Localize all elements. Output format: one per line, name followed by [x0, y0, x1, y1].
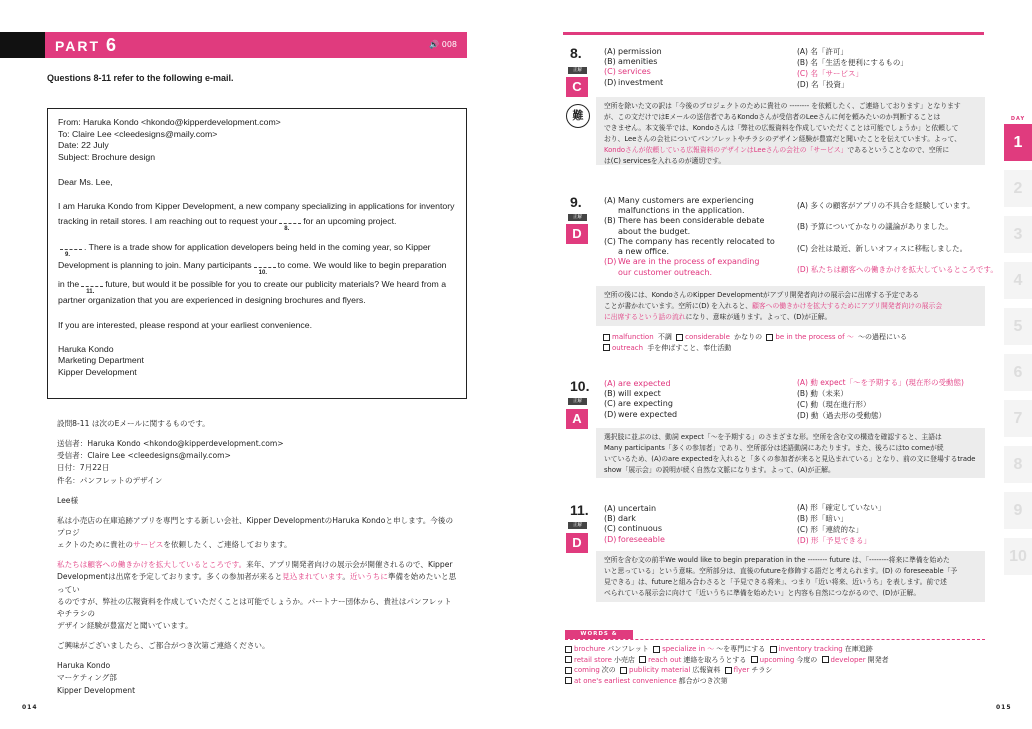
q10-correct-tag: 正解	[568, 398, 587, 405]
words-phrases-list: brochure パンフレット specialize in ～ ～を専門にする inventory tracking 在庫追跡 retail store 小売店 reach out 連絡を取ろうとする upcoming 今度の developer 開発者 coming 次の publicity material 広報資料 flyer チラシ at one's earliest convenience 都合がつき次第	[565, 644, 985, 686]
blank-9: 9.	[60, 242, 82, 250]
day-tab-7[interactable]: 7	[1004, 400, 1032, 437]
checkbox[interactable]	[639, 656, 646, 663]
checkbox[interactable]	[565, 646, 572, 653]
day-tab-6[interactable]: 6	[1004, 354, 1032, 391]
blank-8: 8.	[279, 216, 301, 224]
part-header	[45, 32, 467, 58]
page-number-left: 014	[22, 704, 38, 711]
page-number-right: 015	[996, 704, 1012, 711]
day-tab-10[interactable]: 10	[1004, 538, 1032, 575]
q11-number: 11.	[570, 502, 589, 518]
day-tab-8[interactable]: 8	[1004, 446, 1032, 483]
checkbox[interactable]	[565, 677, 572, 684]
day-tab-3[interactable]: 3	[1004, 216, 1032, 253]
q9-vocab: malfunction 不調 considerable かなりの be in the process of ～ ～の過程にいる outreach 手を伸ばすこと、奉仕活動	[603, 332, 909, 353]
day-label: DAY	[1010, 116, 1026, 122]
q8-answer: C	[566, 77, 588, 97]
checkbox[interactable]	[725, 667, 732, 674]
checkbox[interactable]	[603, 344, 610, 351]
checkbox[interactable]	[822, 656, 829, 663]
q11-options: (A) uncertain (B) dark (C) continuous (D) foreseeable	[604, 504, 665, 544]
q9-answer: D	[566, 224, 588, 244]
day-tab-4[interactable]: 4	[1004, 262, 1032, 299]
q9-explanation: 空所の後には、KondoさんのKipper Developmentがアプリ開発者向けの展示会に出席する予定である ことが書かれています。空所に(D) を入れると、顧客への働きかけを拡大するためにアプリ開発者向けの展示会 に出席するという話の流れになり、意味が通ります。よって、(D)が正解。	[596, 286, 985, 326]
checkbox[interactable]	[620, 667, 627, 674]
part-header-black-block	[0, 32, 45, 58]
q10-options: (A) are expected (B) will expect (C) are expecting (D) were expected	[604, 379, 678, 419]
question-instructions: Questions 8-11 refer to the following e-mail.	[47, 73, 234, 83]
part-title: PART 6	[55, 34, 118, 55]
q10-translations: (A) 動 expect「～を予期する」(現在形の受動態) (B) 動（未来） (C) 動（現在進行形） (D) 動（過去形の受動態）	[797, 378, 964, 420]
checkbox[interactable]	[770, 646, 777, 653]
japanese-translation: 設問8-11 は次のEメールに関するものです。 送信者：Haruka Kondo <hkondo@kipperdevelopment.com> 受信者：Claire Lee <cleedesigns@maily.com> 日付：7月22日 件名：パンフレットのデザイン Lee様 私は小売店の在庫追跡アプリを専門とする新しい会社、Kipper DevelopmentのHaruka Kondoと申します。今後のプロジ ェクトのために貴社のサービスを依頼したく、ご連絡しております。 私たちは顧客への働きかけを拡大しているところです。来年、アプリ開発者向けの展示会が開催されるので、Kipper Developmentは出席を予定しております。多くの参加者が来ると見込まれています。近いうちに準備を始めたいと思ってい るのですが、弊社の広報資料を作成していただくことは可能でしょうか。パートナー団体から、貴社はパンフレットやチラシの デザイン経験が豊富だと聞いています。 ご興味がございましたら、ご都合がつき次第ご連絡ください。 Haruka Kondo マーケティング部 Kipper Development	[57, 419, 457, 695]
q8-translations: (A) 名「許可」 (B) 名「生活を便利にするもの」 (C) 名「サービス」 (D) 名「投資」	[797, 47, 908, 89]
email-passage: From: Haruka Kondo <hkondo@kipperdevelopment.com> To: Claire Lee <cleedesigns@maily.com> Date: 22 July Subject: Brochure design Dear Ms. Lee, I am Haruka Kondo from Kipper Development, a new company specializing in applications for inventory tracking in retail stores. I am reaching out to request your 8. for an upcoming project. 9. . There is a trade show for application developers being held in the coming year, so Kipper Development is planning to join. Many participants 10. to come. We would like to begin preparation in the 11. future, but would it be possible for you to create our publicity materials? We heard from a partner organization that you are experienced in designing brochures and flyers. If you are interested, please respond at your earliest convenience. Haruka Kondo Marketing Department Kipper Development	[47, 108, 467, 399]
audio-track-icon[interactable]: 🔊 008	[429, 39, 457, 49]
q10-explanation: 選択肢に並ぶのは、動詞 expect「～を予期する」のさまざまな形。空所を含む文の構造を確認すると、主語は Many participants「多くの参加者」であり、空所部分は述語動詞にあたります。また、後ろにはto comeが続 いているため、(A)のare expectedを入れると「多くの参加者が来ると見込まれている」となり、前の文に登場するtrade show「展示会」の説明が続く自然な文脈になります。よって、(A)が正解。	[596, 428, 985, 478]
q11-correct-tag: 正解	[568, 522, 587, 529]
difficulty-badge: 難	[566, 104, 590, 128]
q10-answer: A	[566, 409, 588, 429]
day-tab-9[interactable]: 9	[1004, 492, 1032, 529]
checkbox[interactable]	[653, 646, 660, 653]
q8-options: (A) permission (B) amenities (C) services (D) investment	[604, 47, 664, 87]
checkbox[interactable]	[751, 656, 758, 663]
q9-options: (A) Many customers are experiencing malfunctions in the application. (B) There has been considerable debate about the budget. (C) The company has recently relocated to a new office. (D) We are in the process of expanding our customer outreach.	[604, 196, 775, 277]
q11-translations: (A) 形「確定していない」 (B) 形「暗い」 (C) 形「連続的な」 (D) 形「予見できる」	[797, 503, 886, 545]
q8-correct-tag: 正解	[568, 67, 587, 74]
q8-number: 8.	[570, 45, 582, 61]
day-tab-5[interactable]: 5	[1004, 308, 1032, 345]
day-tab-1[interactable]: 1	[1004, 124, 1032, 161]
q10-number: 10.	[570, 378, 590, 394]
q9-correct-tag: 正解	[568, 214, 587, 221]
checkbox[interactable]	[565, 656, 572, 663]
q11-explanation: 空所を含む文の前半We would like to begin preparation in the -------- future は、「--------将来に準備を始めた いと思っている」という意味。空所部分は、直後のfutureを修飾する語だと考えられます。(D) の foreseeable「予 見できる」は、futureと組み合わさると「予見できる将来」、つまり「近い将来、近いうち」を表します。前で述 べられている展示会に向けて「近いうちに準備を始めたい」と内容も自然につながるので、(D)が正解。	[596, 551, 985, 602]
checkbox[interactable]	[565, 667, 572, 674]
top-rule	[563, 32, 984, 35]
blank-11: 11.	[81, 279, 103, 287]
checkbox[interactable]	[603, 334, 610, 341]
day-tab-2[interactable]: 2	[1004, 170, 1032, 207]
q8-explanation: 空所を除いた文の訳は「今後のプロジェクトのために貴社の -------- を依頼したく、ご連絡しております」となります が、この文だけではEメールの送信者であるKondoさんが受信者のLeeさんに何を頼みたいのか判断することは できません。本文後半では、Kondoさんは「弊社の広報資料を作成していただくことは可能でしょうか」と依頼して おり、Leeさんの会社についてパンフレットやチラシのデザイン経験が豊富だと聞いたことを伝えています。よって、 Kondoさんが依頼している広報資料のデザインはLeeさんの会社の「サービス」であるということなので、空所に は(C) servicesを入れるのが適切です。	[596, 97, 985, 165]
q11-answer: D	[566, 533, 588, 553]
q9-translations: (A) 多くの顧客がアプリの不具合を経験しています。 (B) 予算についてかなりの議論がありました。 (C) 会社は最近、新しいオフィスに移転しました。 (D) 私たちは顧客への働きかけを拡大しているところです。	[797, 201, 998, 275]
words-phrases-rule	[565, 639, 985, 640]
checkbox[interactable]	[676, 334, 683, 341]
q9-number: 9.	[570, 194, 582, 210]
checkbox[interactable]	[766, 334, 773, 341]
blank-10: 10.	[254, 260, 276, 268]
words-phrases-header: WORDS & PHRASES	[565, 630, 633, 639]
